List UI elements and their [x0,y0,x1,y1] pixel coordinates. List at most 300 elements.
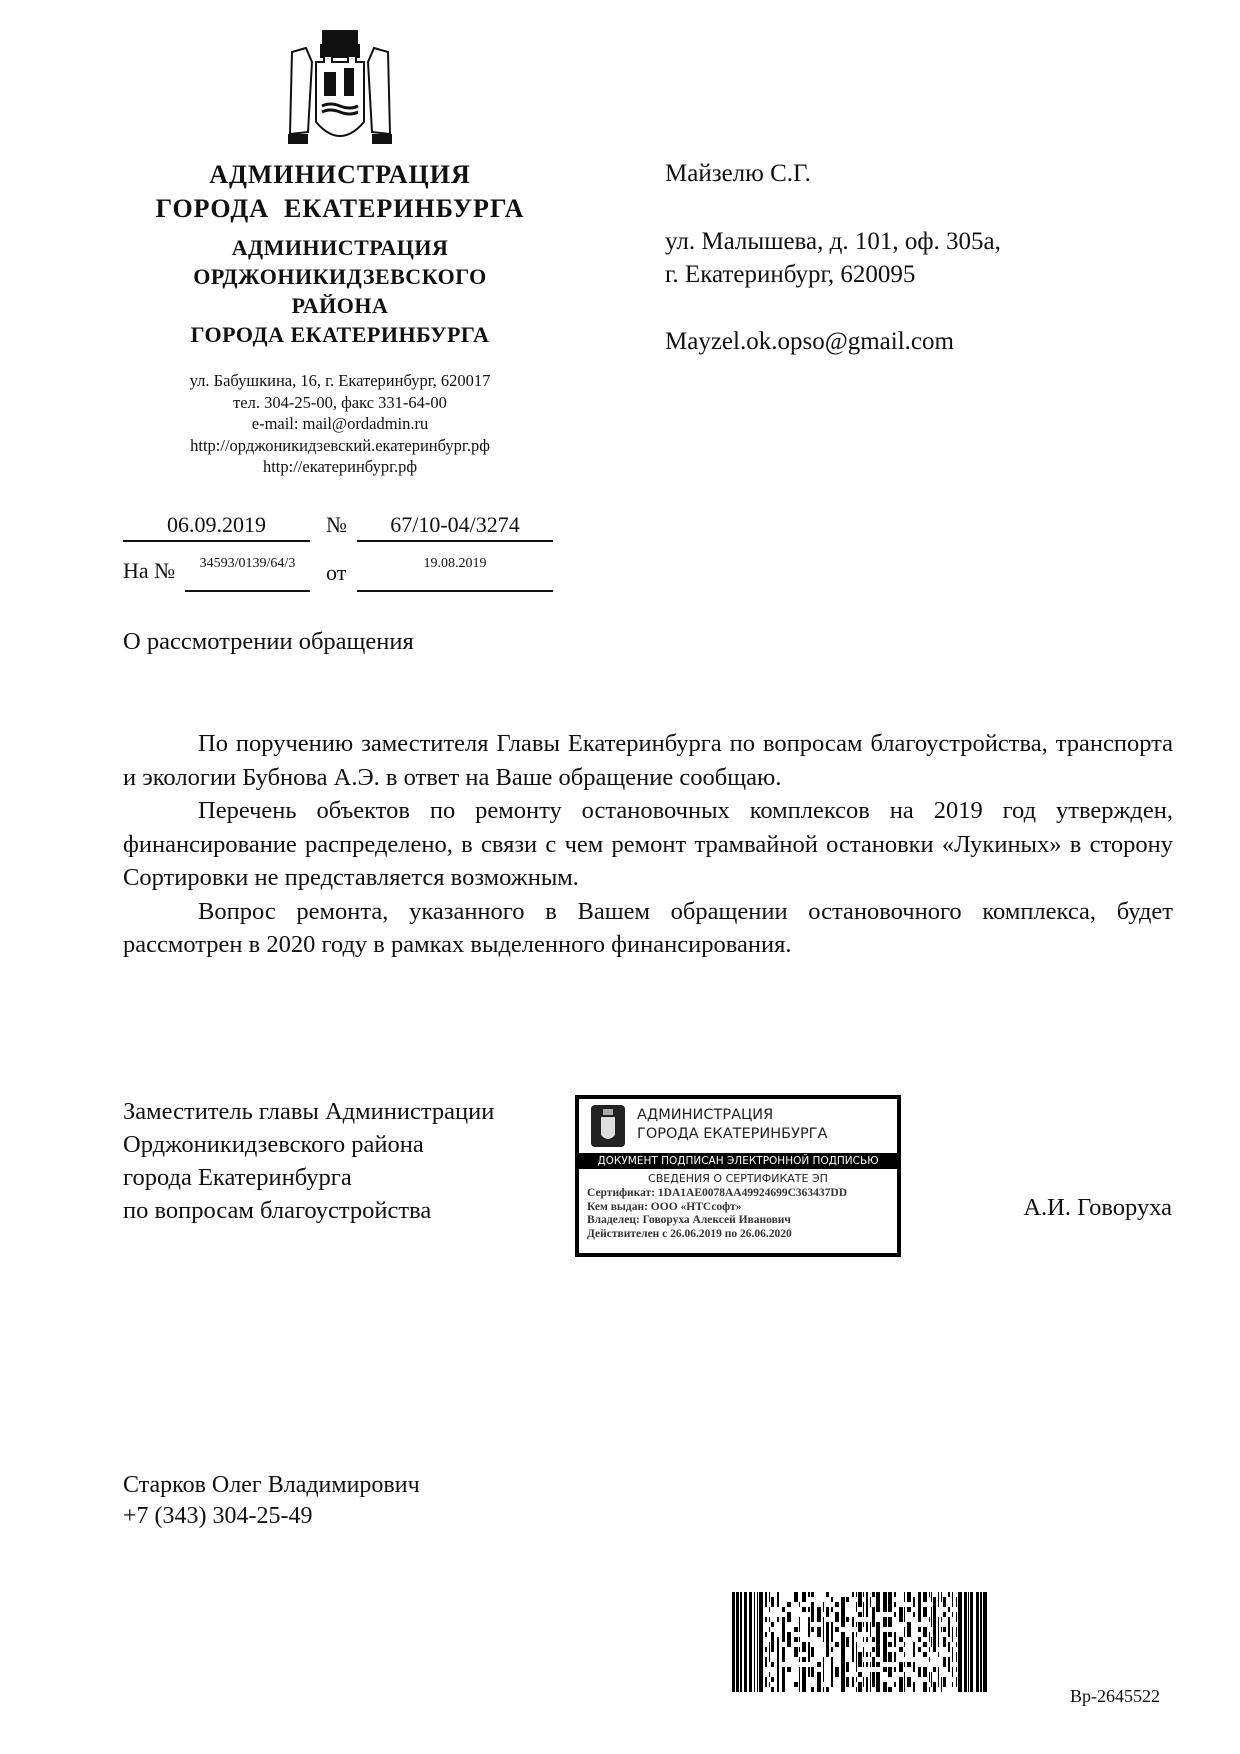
barcode-module [777,1672,779,1677]
barcode-module [817,1687,821,1692]
barcode-module [808,1632,810,1637]
barcode-module [933,1642,936,1647]
barcode-module [913,1652,915,1657]
barcode-module [771,1602,774,1607]
barcode-module [941,1592,942,1597]
barcode-module [817,1672,821,1677]
barcode-module [931,1637,932,1642]
barcode-module [952,1667,953,1672]
letter-body [123,727,1173,962]
barcode-module [846,1677,849,1682]
barcode-module [894,1667,896,1672]
barcode-module [870,1602,871,1607]
barcode-module [929,1647,930,1652]
barcode-module [894,1632,896,1637]
barcode-module [872,1672,875,1677]
barcode-module [888,1632,892,1637]
barcode-module [769,1642,770,1647]
barcode-module [771,1632,774,1637]
barcode-module [956,1632,957,1637]
barcode-module [811,1607,814,1612]
barcode-module [777,1617,779,1622]
contact-email[interactable]: e-mail: mail@ordadmin.ru [251,414,429,433]
barcode-module [872,1637,875,1642]
barcode-module [870,1662,871,1667]
barcode-module [823,1617,824,1622]
barcode-module [952,1592,953,1597]
barcode-module [863,1647,864,1652]
barcode-module [907,1662,911,1667]
barcode-bar [740,1592,742,1692]
barcode-module [883,1667,887,1672]
barcode [732,1592,994,1692]
barcode-module [863,1592,864,1597]
barcode-module [841,1662,845,1667]
barcode-module [870,1672,871,1677]
barcode-module [811,1617,814,1622]
barcode-module [769,1592,770,1597]
barcode-module [938,1627,939,1632]
barcode-module [876,1687,880,1692]
barcode-module [841,1617,845,1622]
barcode-module [888,1667,892,1672]
position-line: Заместитель главы Администрации [123,1098,495,1125]
barcode-module [938,1592,939,1597]
barcode-module [904,1612,905,1617]
barcode-module [923,1632,927,1637]
barcode-module [831,1647,833,1652]
barcode-module [835,1617,839,1622]
barcode-module [931,1622,932,1627]
barcode-module [823,1677,824,1682]
barcode-module [858,1592,862,1597]
paragraph: Вопрос ремонта, указанного в Вашем обращении остановочного комплекса, будет рассмотрен в 2020 году в рамках выделенного финансирования. [123,897,1173,958]
barcode-module [769,1682,770,1687]
barcode-module [777,1602,779,1607]
barcode-module [883,1637,887,1642]
barcode-module [952,1657,953,1662]
org-name-line1: АДМИНИСТРАЦИЯ [209,160,471,189]
barcode-module [841,1612,845,1617]
executor-phone: +7 (343) 304-25-49 [123,1503,313,1529]
barcode-module [777,1687,779,1692]
contact-website[interactable]: http://екатеринбург.рф [262,457,418,476]
barcode-module [856,1652,857,1657]
stamp-owner: Владелец: Говоруха Алексей Иванович [587,1214,791,1226]
barcode-module [866,1652,868,1657]
barcode-module [948,1642,950,1647]
barcode-module [856,1592,857,1597]
barcode-bar [980,1592,982,1692]
barcode-module [904,1652,905,1657]
barcode-module [933,1622,936,1627]
barcode-module [948,1617,950,1622]
barcode-module [802,1592,806,1597]
barcode-module [808,1617,810,1622]
barcode-module [787,1667,791,1672]
barcode-module [866,1682,868,1687]
barcode-module [883,1687,887,1692]
barcode-module [888,1652,892,1657]
barcode-module [904,1677,905,1682]
barcode-module [866,1597,868,1602]
barcode-module [794,1652,798,1657]
ref-number: 34593/0139/64/3 [185,556,310,592]
barcode-module [929,1677,930,1682]
barcode-module [841,1687,845,1692]
barcode-module [771,1677,774,1682]
barcode-module [907,1677,911,1682]
barcode-module [823,1662,824,1667]
barcode-module [863,1652,864,1657]
barcode-module [866,1602,868,1607]
barcode-module [782,1607,785,1612]
barcode-module [923,1597,927,1602]
barcode-module [841,1622,845,1627]
barcode-module [856,1647,857,1652]
barcode-module [787,1642,791,1647]
barcode-module [817,1662,821,1667]
barcode-module [956,1677,957,1682]
barcode-bar [976,1592,979,1692]
barcode-module [894,1592,896,1597]
barcode-module [913,1612,915,1617]
barcode-module [782,1667,785,1672]
barcode-module [888,1592,892,1597]
barcode-module [938,1637,939,1642]
barcode-module [883,1642,887,1647]
barcode-module [863,1612,864,1617]
barcode-module [933,1627,936,1632]
barcode-module [941,1687,942,1692]
barcode-bar [744,1592,747,1692]
barcode-module [956,1612,957,1617]
barcode-module [894,1602,896,1607]
barcode-module [894,1657,896,1662]
barcode-module [799,1687,800,1692]
barcode-module [956,1657,957,1662]
barcode-module [866,1612,868,1617]
barcode-module [943,1682,946,1687]
barcode-bar [757,1592,758,1692]
barcode-module [856,1632,857,1637]
barcode-module [904,1687,905,1692]
barcode-module [870,1687,871,1692]
barcode-module [933,1687,936,1692]
barcode-module [876,1682,880,1687]
barcode-module [948,1627,950,1632]
barcode-module [769,1597,770,1602]
barcode-module [941,1677,942,1682]
barcode-module [876,1632,880,1637]
position-line: по вопросам благоустройства [123,1197,432,1224]
barcode-module [888,1672,892,1677]
barcode-module [808,1622,810,1627]
barcode-module [931,1642,932,1647]
barcode-module [888,1622,892,1627]
barcode-module [938,1622,939,1627]
barcode-module [765,1597,767,1602]
barcode-bar [964,1592,967,1692]
barcode-module [802,1667,806,1672]
barcode-module [904,1597,905,1602]
barcode-module [938,1597,939,1602]
barcode-module [856,1622,857,1627]
executor-name: Старков Олег Владимирович [123,1472,420,1498]
barcode-module [846,1682,849,1687]
barcode-module [765,1602,767,1607]
barcode-module [811,1687,814,1692]
barcode-module [938,1652,939,1657]
barcode-module [858,1657,862,1662]
barcode-module [870,1682,871,1687]
barcode-module [904,1627,905,1632]
barcode-module [923,1667,927,1672]
barcode-module [841,1597,845,1602]
barcode-module [883,1652,887,1657]
barcode-module [931,1592,932,1597]
barcode-module [872,1592,875,1597]
barcode-module [888,1607,892,1612]
barcode-module [876,1627,880,1632]
barcode-module [811,1592,814,1597]
barcode-module [870,1622,871,1627]
barcode-module [826,1687,829,1692]
barcode-module [826,1647,829,1652]
barcode-bar [749,1592,752,1692]
barcode-module [913,1687,915,1692]
barcode-module [831,1607,833,1612]
barcode-module [856,1667,857,1672]
barcode-module [811,1612,814,1617]
barcode-module [826,1592,829,1597]
barcode-module [826,1607,829,1612]
barcode-module [858,1612,862,1617]
barcode-module [907,1607,911,1612]
barcode-module [943,1612,946,1617]
barcode-module [929,1617,930,1622]
barcode-module [894,1682,896,1687]
barcode-module [913,1642,915,1647]
barcode-module [943,1677,946,1682]
barcode-module [852,1642,854,1647]
barcode-module [956,1667,957,1672]
barcode-module [769,1652,770,1657]
barcode-module [863,1622,864,1627]
barcode-module [777,1682,779,1687]
barcode-module [941,1597,942,1602]
barcode-module [948,1632,950,1637]
barcode-module [931,1597,932,1602]
barcode-module [771,1662,774,1667]
barcode-module [852,1677,854,1682]
barcode-module [904,1607,905,1612]
barcode-module [811,1647,814,1652]
barcode-module [856,1662,857,1667]
barcode-module [831,1672,833,1677]
barcode-module [799,1627,800,1632]
barcode-module [923,1672,927,1677]
stamp-title: ГОРОДА ЕКАТЕРИНБУРГА [637,1126,828,1142]
barcode-module [841,1667,845,1672]
barcode-module [948,1622,950,1627]
barcode-module [817,1607,821,1612]
barcode-module [846,1662,849,1667]
ref-from-label: от [326,560,347,585]
barcode-module [952,1602,953,1607]
barcode-module [794,1627,798,1632]
barcode-module [876,1607,880,1612]
barcode-module [866,1627,868,1632]
barcode-module [923,1627,927,1632]
barcode-module [777,1642,779,1647]
barcode-module [931,1612,932,1617]
barcode-module [858,1622,862,1627]
barcode-module [777,1652,779,1657]
barcode-module [899,1607,903,1612]
barcode-module [929,1657,930,1662]
barcode-module [872,1612,875,1617]
barcode-module [913,1602,915,1607]
barcode-module [894,1637,896,1642]
barcode-module [777,1592,779,1597]
barcode-module [835,1612,839,1617]
barcode-module [802,1647,806,1652]
barcode-module [952,1637,953,1642]
barcode-module [787,1602,791,1607]
barcode-module [883,1682,887,1687]
barcode-module [817,1682,821,1687]
barcode-module [826,1622,829,1627]
reg-number-label: № [326,512,347,537]
barcode-module [913,1647,915,1652]
barcode-module [866,1622,868,1627]
barcode-module [841,1642,845,1647]
barcode-module [894,1612,896,1617]
barcode-module [856,1607,857,1612]
barcode-module [808,1607,810,1612]
barcode-module [823,1667,824,1672]
barcode-module [876,1602,880,1607]
contact-website[interactable]: http://орджоникидзевский.екатеринбург.рф [190,435,490,455]
stamp-validity: Действителен с 26.06.2019 по 26.06.2020 [587,1227,792,1240]
barcode-module [938,1682,939,1687]
barcode-module [858,1627,862,1632]
barcode-bar [754,1592,755,1692]
barcode-module [872,1647,875,1652]
barcode-module [876,1652,880,1657]
ref-number-label: На № [123,558,176,583]
barcode-module [852,1657,854,1662]
barcode-module [923,1642,927,1647]
barcode-module [826,1637,829,1642]
barcode-module [866,1662,868,1667]
barcode-module [933,1612,936,1617]
signatory-name: А.И. Говоруха [1023,1194,1172,1221]
barcode-module [943,1657,946,1662]
barcode-module [765,1617,767,1622]
barcode-module [907,1627,911,1632]
barcode-bar [958,1592,962,1692]
barcode-module [808,1647,810,1652]
barcode-module [907,1592,911,1597]
barcode-module [856,1657,857,1662]
coat-of-arms-icon [591,1105,625,1147]
barcode-module [923,1687,927,1692]
barcode-module [831,1632,833,1637]
barcode-module [918,1617,921,1622]
barcode-module [787,1612,791,1617]
barcode-module [841,1682,845,1687]
barcode-module [852,1617,854,1622]
barcode-module [858,1602,862,1607]
barcode-module [782,1647,785,1652]
barcode-module [765,1682,767,1687]
dept-name-line: АДМИНИСТРАЦИЯ [231,235,449,260]
barcode-module [929,1687,930,1692]
barcode-module [782,1672,785,1677]
barcode-module [782,1637,785,1642]
barcode-module [872,1677,875,1682]
barcode-module [782,1652,785,1657]
barcode-module [858,1652,862,1657]
barcode-module [802,1672,806,1677]
barcode-module [817,1677,821,1682]
barcode-module [841,1602,845,1607]
barcode-module [948,1662,950,1667]
barcode-module [933,1632,936,1637]
barcode-module [856,1677,857,1682]
barcode-module [802,1642,806,1647]
barcode-module [918,1667,921,1672]
barcode-module [856,1642,857,1647]
barcode-module [799,1622,800,1627]
barcode-module [918,1612,921,1617]
barcode-module [913,1597,915,1602]
barcode-module [870,1632,871,1637]
barcode-module [823,1687,824,1692]
barcode-module [811,1602,814,1607]
barcode-module [782,1622,785,1627]
barcode-module [802,1677,806,1682]
barcode-module [835,1667,839,1672]
barcode-module [913,1667,915,1672]
barcode-module [826,1627,829,1632]
barcode-module [808,1657,810,1662]
barcode-module [888,1687,892,1692]
barcode-module [782,1627,785,1632]
barcode-module [799,1637,800,1642]
barcode-module [787,1617,791,1622]
barcode-module [918,1637,921,1642]
barcode-module [876,1592,880,1597]
barcode-module [777,1597,779,1602]
barcode-module [852,1637,854,1642]
recipient-name: Майзелю С.Г. [665,160,811,187]
barcode-module [863,1677,864,1682]
barcode-module [771,1647,774,1652]
barcode-bar [983,1592,987,1692]
reg-number: 67/10-04/3274 [357,512,553,542]
barcode-module [888,1597,892,1602]
barcode-module [777,1677,779,1682]
barcode-module [765,1647,767,1652]
barcode-module [808,1642,810,1647]
barcode-module [952,1627,953,1632]
barcode-module [846,1642,849,1647]
barcode-module [841,1637,845,1642]
barcode-module [943,1637,946,1642]
